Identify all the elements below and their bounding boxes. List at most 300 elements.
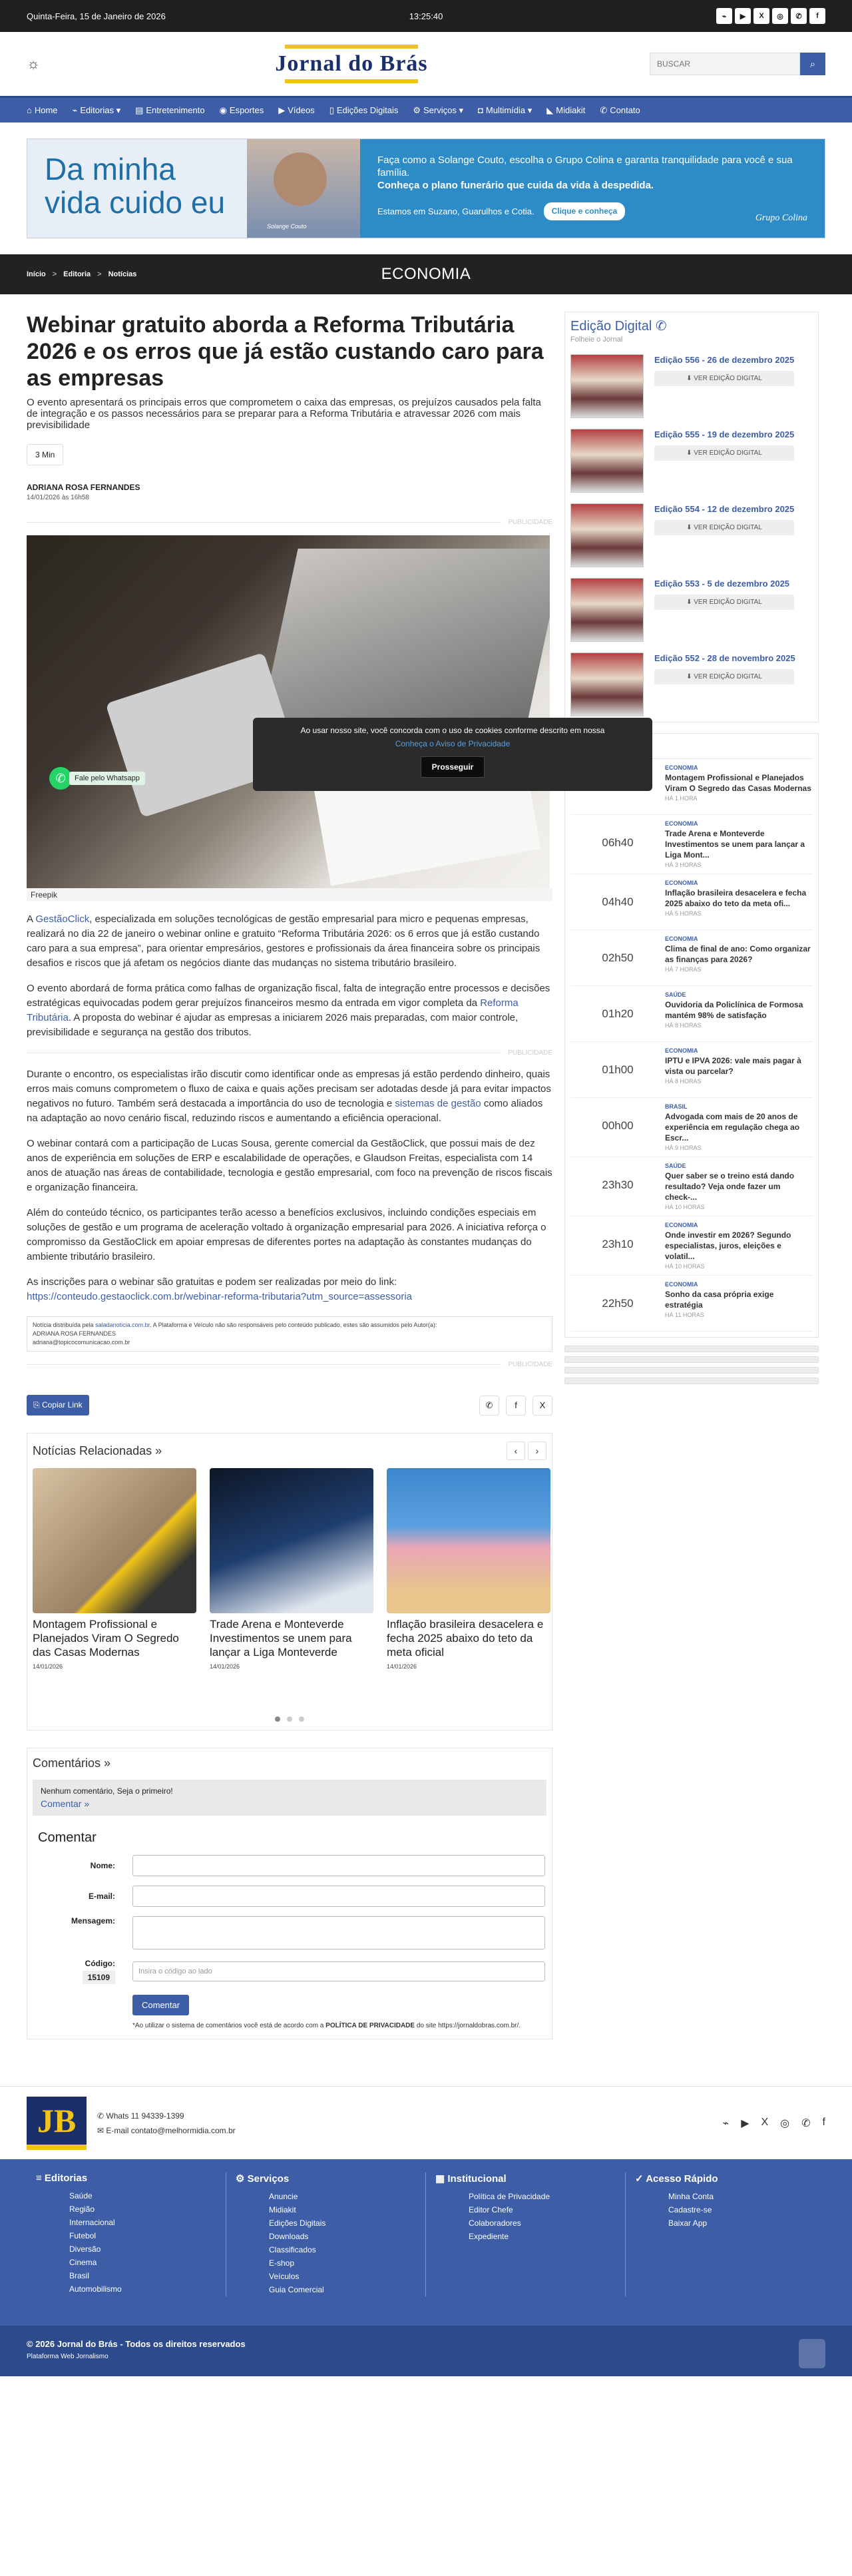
copy-link-label: Copiar Link [41,1400,83,1410]
chat-widget-icon[interactable] [799,2339,825,2368]
instagram-icon[interactable]: ◎ [780,2118,790,2129]
view-edition-button[interactable] [654,445,794,461]
footer-logo[interactable]: JB [27,2097,87,2150]
site-logo[interactable] [275,45,427,83]
x-share-icon[interactable]: X [532,1396,552,1416]
header [0,32,852,96]
related-news-title[interactable]: Notícias Relacionadas » [33,1443,162,1457]
most-read-item[interactable] [570,1157,813,1216]
btn-label: VER EDIÇÃO DIGITAL [694,599,762,606]
text: , especializada em soluções tecnológicas de gestão empresarial para micro e pequenas empresas, realizará no dia 22 de janeiro o webinar online e gratuito “Reforma Tributária 2026: os 6 erros que já estão custando caro para a sua empresa”, para orientar empresários, gestores e profissionais da área financeira sobre os principais desafios e riscos que já afetam os negócios diante das mudanças no sistema tributário brasileiro. [27,913,540,969]
sidebar-placeholder-bars [564,1346,819,1384]
text: O evento abordará de forma prática como falhas de organização fiscal, falta de integração entre processos e decisões estratégicas equivocadas podem gerar prejuízos financeiros mesmo da entrada em vigor completa da [27,983,550,1009]
ad-label: PUBLICIDADE [27,1361,552,1368]
camera-icon: ◘ [478,105,483,115]
comment-terms [132,2021,546,2031]
nav-label: Multimídia ▾ [485,105,532,115]
name-row [33,1855,546,1876]
name-field[interactable] [132,1855,545,1876]
breadcrumb-separator: > [52,270,57,278]
code-field[interactable]: Insira o código ao lado [132,1961,545,1981]
banner-cta-button[interactable]: Clique e conheça [544,202,626,220]
most-read-time: 01h00 [602,1063,634,1076]
footer-link[interactable]: E-shop [269,2258,295,2268]
sistemas-gestao-link[interactable]: sistemas de gestão [395,1098,481,1109]
name-label: Nome: [90,1861,115,1870]
footer-column [27,2173,226,2296]
btn-label: VER EDIÇÃO DIGITAL [694,449,762,457]
related-image [210,1468,373,1613]
top-social-links [716,8,825,24]
submit-comment-button[interactable]: Comentar [132,1995,189,2015]
footer-column [226,2173,426,2296]
placeholder-bar [564,1378,819,1384]
whatsapp-float[interactable] [49,767,145,790]
ticket-icon: ▤ [135,105,144,115]
footer-link[interactable]: Diversão [69,2244,101,2254]
reforma-tributaria-link[interactable]: Reforma Tributária [27,997,519,1023]
footer-link[interactable]: Saúde [69,2191,93,2200]
notice-email: adriana@topicocomunicacao.com.br [33,1339,130,1346]
most-read-ago: HÁ 8 HORAS [665,1022,702,1029]
building-icon: ▦ [435,2173,448,2185]
email-row [33,1886,546,1907]
footer-link[interactable]: Política de Privacidade [469,2192,550,2201]
most-read-title: Advogada com mais de 20 anos de experiência em regulação chega ao Escr... [665,1112,800,1143]
most-read-ago: HÁ 1 HORA [665,795,698,802]
facebook-share-icon[interactable]: f [506,1396,526,1416]
carousel-dots [33,1716,546,1722]
placeholder-bar [564,1346,819,1352]
most-read-ago: HÁ 5 HORAS [665,910,702,917]
footer-link[interactable]: Anuncie [269,2192,298,2201]
nav-contato[interactable] [600,105,640,116]
footer-links [0,2159,852,2326]
logo-bottom-bar [285,79,418,83]
nav-label: Midiakit [556,105,586,115]
most-read-category: ECONOMIA [665,764,698,771]
carousel-arrows [507,1441,546,1460]
comments-section [27,1748,552,2039]
footer-link-list [668,2190,825,2230]
privacy-policy-link[interactable]: POLÍTICA DE PRIVACIDADE [325,2022,415,2029]
message-label: Mensagem: [71,1916,115,1926]
footer-link[interactable]: Minha Conta [668,2192,714,2201]
carousel-dot[interactable] [275,1716,280,1722]
top-bar [0,0,852,32]
text: . A Plataforma e Veículo não são responsáveis pelo conteúdo publicado, estes são assumidos pelo Autor(a): [150,1322,437,1328]
view-edition-button[interactable] [654,520,794,535]
related-card[interactable] [33,1468,196,1670]
footer-link[interactable]: Automobilismo [69,2284,122,2294]
most-read-time: 00h00 [602,1119,634,1132]
footer-link[interactable]: Cadastre-se [668,2205,712,2214]
ball-icon: ◉ [219,105,227,115]
cookie-accept-button[interactable]: Prosseguir [421,756,485,778]
code-row [33,1959,546,1984]
current-date: Quinta-Feira, 15 de Janeiro de 2026 [27,11,166,21]
most-read-category: SAÚDE [665,1162,686,1169]
nav-edicoes-digitais[interactable] [329,105,399,116]
edition-cover[interactable] [570,503,644,567]
article-subtitle: O evento apresentará os principais erros que comprometem o caixa das empresas, os prejuízos causados pela falta de integração e os passos necessários para se preparar para a Reforma Tributária e atravessar 2026 com mais previsibilidade [27,397,541,431]
text: Notícia distribuída pela [33,1322,96,1328]
edition-title[interactable]: Edição 554 - 12 de dezembro 2025 [654,504,795,514]
text: *Ao utilizar o sistema de comentários você está de acordo com a [132,2022,326,2029]
footer-link[interactable]: Futebol [69,2231,97,2240]
title-text: Serviços [247,2173,290,2185]
most-read-time: 23h10 [602,1238,634,1250]
text: . A proposta do webinar é ajudar as empresas a iniciarem 2026 mais preparadas, com maior controle, previsibilidade e segurança na gestão dos tributos. [27,1012,519,1038]
whatsapp-share-icon[interactable]: ✆ [479,1396,499,1416]
most-read-title: Clima de final de ano: Como organizar as finanças para 2026? [665,944,811,964]
related-title: Montagem Profissional e Planejados Viram O Segredo das Casas Modernas [33,1618,179,1659]
paragraph-1 [27,912,552,971]
most-read-time: 04h40 [602,896,634,908]
footer-column-title [236,2173,425,2185]
most-read-item[interactable] [570,1276,813,1332]
nav-label: Entretenimento [146,105,205,115]
edition-title[interactable]: Edição 553 - 5 de dezembro 2025 [654,579,790,589]
digital-edition-box [564,312,819,722]
banner-slogan: Da minha vida cuido eu [45,152,226,220]
nav-label: Serviços ▾ [423,105,464,115]
edition-title[interactable]: Edição 555 - 19 de dezembro 2025 [654,429,795,439]
notice-author: ADRIANA ROSA FERNANDES [33,1330,116,1337]
ad-label: PUBLICIDADE [27,1049,552,1057]
current-time: 13:25:40 [409,11,443,21]
title-text: Institucional [447,2173,507,2185]
gear-icon: ⚙ [236,2173,248,2185]
main-content [27,294,825,2039]
title-text: Acesso Rápido [646,2173,718,2185]
footer-link[interactable]: Brasil [69,2271,90,2280]
rss-icon[interactable]: ⌁ [722,2118,730,2129]
platform-credit[interactable]: Plataforma Web Jornalismo [27,2353,108,2360]
most-read-time: 06h40 [602,836,634,849]
placeholder-bar [564,1356,819,1363]
nav-midiakit[interactable] [546,105,585,116]
photo-caption: Freepik [27,888,552,902]
copy-link-button[interactable] [27,1395,89,1416]
reading-time-badge: 3 Min [27,444,63,465]
whatsapp-icon[interactable]: ✆ [791,8,807,24]
download-icon: ⬇ [686,449,694,457]
sidebar [564,312,819,2039]
distribution-notice [27,1316,552,1352]
ad-label: PUBLICIDADE [27,519,552,526]
section-bar [0,254,852,294]
related-image [33,1468,196,1613]
most-read-title: Trade Arena e Monteverde Investimentos se unem para lançar a Liga Mont... [665,829,805,860]
related-card[interactable] [387,1468,550,1670]
btn-label: VER EDIÇÃO DIGITAL [694,673,762,680]
chevron-left-icon[interactable]: ‹ [507,1441,525,1460]
comments-empty [33,1780,546,1816]
text: A [27,913,36,925]
edition-cover[interactable] [570,652,644,716]
banner-brand: Grupo Colina [755,213,807,223]
cookie-text: Ao usar nosso site, você concorda com o uso de cookies conforme descrito em nossa [300,726,605,735]
nav-multimidia[interactable] [478,105,532,116]
comment-link[interactable]: Comentar » [41,1798,90,1809]
comment-form-title: Comentar [38,1830,97,1845]
carousel-dot[interactable] [287,1716,292,1722]
nav-label: Contato [610,105,640,115]
whatsapp-icon[interactable]: ✆ [801,2118,811,2129]
nav-home[interactable] [27,105,58,115]
related-date: 14/01/2026 [33,1663,63,1670]
most-read-ago: HÁ 7 HORAS [665,966,702,973]
footer-email[interactable]: E-mail contato@melhormidia.com.br [106,2126,236,2135]
related-news [27,1433,552,1730]
most-read-time: 23h30 [602,1178,634,1191]
paragraph-3 [27,1067,552,1126]
footer-link[interactable]: Editor Chefe [469,2205,513,2214]
breadcrumb-separator: > [97,270,102,278]
article [27,312,552,2039]
theme-toggle-sun-icon[interactable]: ☼ [27,55,41,72]
share-row [27,1395,552,1416]
sala-da-noticia-link[interactable]: saladanoticia.com.br [95,1322,150,1328]
related-news-header [33,1441,546,1460]
footer-link-list [469,2190,625,2243]
search-button[interactable] [800,53,825,75]
edition-cover[interactable] [570,429,644,493]
webinar-signup-link[interactable]: https://conteudo.gestaoclick.com.br/webinar-reforma-tributaria?utm_source=assessoria [27,1291,413,1302]
breadcrumb-editoria[interactable]: Editoria [63,270,91,278]
edition-item [570,652,813,716]
most-read-title: Sonho da casa própria exige estratégia [665,1290,774,1310]
most-read-item[interactable] [570,815,813,874]
edition-item [570,503,813,567]
main-nav [0,96,852,123]
footer-column-title [635,2173,825,2185]
placeholder-bar [564,1367,819,1374]
rss-icon: ⌁ [72,105,78,115]
btn-label: VER EDIÇÃO DIGITAL [694,524,762,531]
nav-videos[interactable] [278,105,314,116]
footer-link[interactable]: Colaboradores [469,2218,521,2228]
footer-social [723,2117,825,2130]
most-read-ago: HÁ 8 HORAS [665,1078,702,1085]
ad-banner[interactable] [27,138,825,238]
footer-link[interactable]: Guia Comercial [269,2285,324,2294]
nav-label: Edições Digitais [336,105,399,115]
most-read-title: Onde investir em 2026? Segundo especialistas, juros, eleições e volatil... [665,1230,791,1261]
breadcrumb-noticias[interactable]: Notícias [108,270,137,278]
text: As inscrições para o webinar são gratuitas e podem ser realizadas por meio do link: [27,1276,397,1288]
logo-text: Jornal do Brás [275,51,428,76]
most-read-item[interactable] [570,874,813,930]
message-field[interactable] [132,1916,545,1949]
most-read-title: IPTU e IPVA 2026: vale mais pagar à vista ou parcelar? [665,1056,801,1076]
text: como aliados na adaptação ao novo cenário fiscal, reduzindo riscos e aumentando a eficiência operacional. [27,1098,543,1124]
footer-link[interactable]: Cinema [69,2258,97,2267]
footer-link[interactable]: Downloads [269,2232,309,2241]
cookie-consent [253,718,652,791]
most-read-title: Ouvidoria da Policlínica de Formosa mantém 98% de satisfação [665,1000,803,1020]
youtube-icon[interactable]: ▶ [741,2118,749,2129]
edition-item [570,429,813,493]
most-read-box [564,733,819,1338]
footer-link[interactable]: Expediente [469,2232,509,2241]
footer-link[interactable]: Edições Digitais [269,2218,326,2228]
gear-icon: ⚙ [413,105,421,115]
article-body [27,912,552,1304]
edition-item [570,578,813,642]
x-icon[interactable]: X [761,2117,769,2128]
related-card[interactable] [210,1468,373,1670]
section-title: ECONOMIA [381,265,471,283]
play-icon: ▶ [278,105,286,115]
share-icons [479,1396,552,1416]
privacy-notice-link[interactable]: Conheça o Aviso de Privacidade [395,739,511,748]
most-read-title: Montagem Profissional e Planejados Viram O Segredo das Casas Modernas [665,773,811,793]
banner-text-1: Faça como a Solange Couto, escolha o Grupo Colina e garanta tranquilidade para você e sua família. [377,154,793,178]
code-label: Código: [85,1959,115,1968]
footer-link[interactable]: Internacional [69,2218,115,2227]
check-icon: ✓ [635,2173,646,2185]
copy-icon: ⎘ [33,1400,42,1410]
most-read-item[interactable] [570,1216,813,1276]
nav-label: Vídeos [288,105,315,115]
footer-column [426,2173,626,2296]
most-read-list [570,759,813,1332]
list-icon: ≡ [36,2173,45,2184]
whatsapp-label: Fale pelo Whatsapp [69,772,145,785]
text: do site https://jornaldobras.com.br/. [415,2022,521,2029]
footer-link[interactable]: Classificados [269,2245,316,2254]
most-read-ago: HÁ 3 HORAS [665,862,702,868]
title-text: Editorias [44,2173,88,2184]
banner-text-2: Conheça o plano funerário que cuida da vida à despedida. [377,180,654,191]
home-icon: ⌂ [27,105,32,115]
paragraph-5: Além do conteúdo técnico, os participantes terão acesso a benefícios exclusivos, incluindo condições especiais em soluções de gestão e um programa de aceleração voltado à organização empresarial para 2026. A iniciativa reforça o compromisso da GestãoClick em apoiar empresas de diferentes portes na adaptação às constantes mudanças do ambiente tributário brasileiro. [27,1207,546,1262]
nav-servicos[interactable] [413,105,463,116]
bullhorn-icon: ◣ [546,105,554,115]
view-edition-button[interactable] [654,595,794,610]
breadcrumb-home[interactable]: Início [27,270,46,278]
footer-column-title [435,2173,625,2185]
most-read-item[interactable] [570,930,813,986]
message-row [33,1916,546,1949]
footer-link[interactable]: Região [69,2204,95,2214]
whatsapp-icon: ✆ [97,2111,106,2121]
rss-icon[interactable]: ⌁ [716,8,732,24]
download-icon: ⬇ [686,599,694,606]
footer-link[interactable]: Baixar App [668,2218,708,2228]
most-read-ago: HÁ 9 HORAS [665,1145,702,1151]
view-edition-button[interactable] [654,669,794,684]
phone-icon: ✆ [655,319,667,334]
edition-cover[interactable] [570,578,644,642]
edition-title[interactable]: Edição 552 - 28 de novembro 2025 [654,653,795,663]
most-read-time: 01h20 [602,1007,634,1020]
nav-label: Editorias ▾ [80,105,121,115]
search-input[interactable] [650,53,800,75]
footer-link-list [269,2190,425,2296]
search-icon: ⌕ [809,58,816,70]
carousel-dot[interactable] [299,1716,304,1722]
gestaoclick-link[interactable]: GestãoClick [35,913,90,925]
nav-editorias[interactable] [73,105,121,116]
edition-cover[interactable] [570,354,644,418]
most-read-category: ECONOMIA [665,1047,698,1054]
most-read-time: 02h50 [602,951,634,964]
nav-entretenimento[interactable] [135,105,204,116]
nav-esportes[interactable] [220,105,264,116]
digital-edition-title [570,318,813,334]
chevron-right-icon[interactable]: › [528,1441,546,1460]
edition-item [570,354,813,418]
instagram-icon[interactable]: ◎ [772,8,788,24]
author-name: ADRIANA ROSA FERNANDES [27,483,140,492]
banner-copy [360,139,825,238]
digital-edition-subtitle: Folheie o Jornal [570,336,623,344]
edition-title[interactable]: Edição 556 - 26 de dezembro 2025 [654,355,795,365]
banner-person-image [247,139,360,238]
banner-signature: Solange Couto [267,223,307,230]
search-form [650,53,825,75]
phone-icon: ✆ [600,105,608,115]
view-edition-button[interactable] [654,371,794,386]
most-read-category: BRASIL [665,1103,688,1110]
footer-link[interactable]: Veículos [269,2272,300,2281]
article-title: Webinar gratuito aborda a Reforma Tributária 2026 e os erros que já estão custando caro para as empresas [27,312,544,391]
footer-bottom [0,2326,852,2376]
paragraph-2 [27,981,552,1040]
download-icon: ⬇ [686,673,694,680]
most-read-ago: HÁ 10 HORAS [665,1263,705,1270]
paragraph-6 [27,1275,552,1304]
x-icon[interactable]: X [753,8,769,24]
youtube-icon[interactable]: ▶ [735,8,751,24]
author-block [27,483,552,509]
banner-location-row [377,202,807,220]
footer-column [626,2173,825,2296]
email-field[interactable] [132,1886,545,1907]
most-read-title: Inflação brasileira desacelera e fecha 2025 abaixo do teto da meta ofi... [665,888,807,908]
download-icon: ⬇ [686,524,694,531]
most-read-ago: HÁ 11 HORAS [665,1312,704,1318]
most-read-item[interactable] [570,986,813,1042]
related-list [33,1468,546,1670]
most-read-item[interactable] [570,1042,813,1098]
email-label: E-mail: [88,1892,115,1901]
most-read-category: ECONOMIA [665,1222,698,1228]
captcha-code: 15109 [83,1971,115,1984]
footer-link[interactable]: Midiakit [269,2205,296,2214]
most-read-category: ECONOMIA [665,820,698,827]
whatsapp-icon: ✆ [49,767,72,790]
related-date: 14/01/2026 [387,1663,417,1670]
most-read-time: 22h50 [602,1297,634,1310]
text: Durante o encontro, os especialistas irão discutir como identificar onde as empresas já estão perdendo dinheiro, quais erros mais comuns comprometem o fluxo de caixa e quais ações precisam ser adotadas desde já para evitar impactos negativos no futuro. Também será destacada a importância do uso de tecnologia e [27,1069,551,1109]
most-read-item[interactable] [570,1098,813,1157]
publish-date: 14/01/2026 às 16h58 [27,494,89,501]
paragraph-4: O webinar contará com a participação de Lucas Sousa, gerente comercial da GestãoClick, que possui mais de dez anos de experiência em soluções de ERP e escalabilidade de operações, e Glaudson Freitas, especialista com 14 anos de atuação nas áreas de contabilidade, tecnologia e gestão empresarial, com foco na prevenção de riscos fiscais e organização financeira. [27,1138,552,1193]
related-title: Inflação brasileira desacelera e fecha 2025 abaixo do teto da meta oficial [387,1618,544,1659]
most-read-category: ECONOMIA [665,935,698,942]
facebook-icon[interactable]: f [822,2117,825,2128]
related-title: Trade Arena e Monteverde Investimentos se unem para lançar a Liga Monteverde [210,1618,352,1659]
article-photo [27,535,550,888]
footer-column-title [36,2173,226,2184]
facebook-icon[interactable]: f [809,8,825,24]
nav-label: Esportes [229,105,264,115]
footer-whatsapp[interactable]: Whats 11 94339-1399 [106,2111,184,2121]
